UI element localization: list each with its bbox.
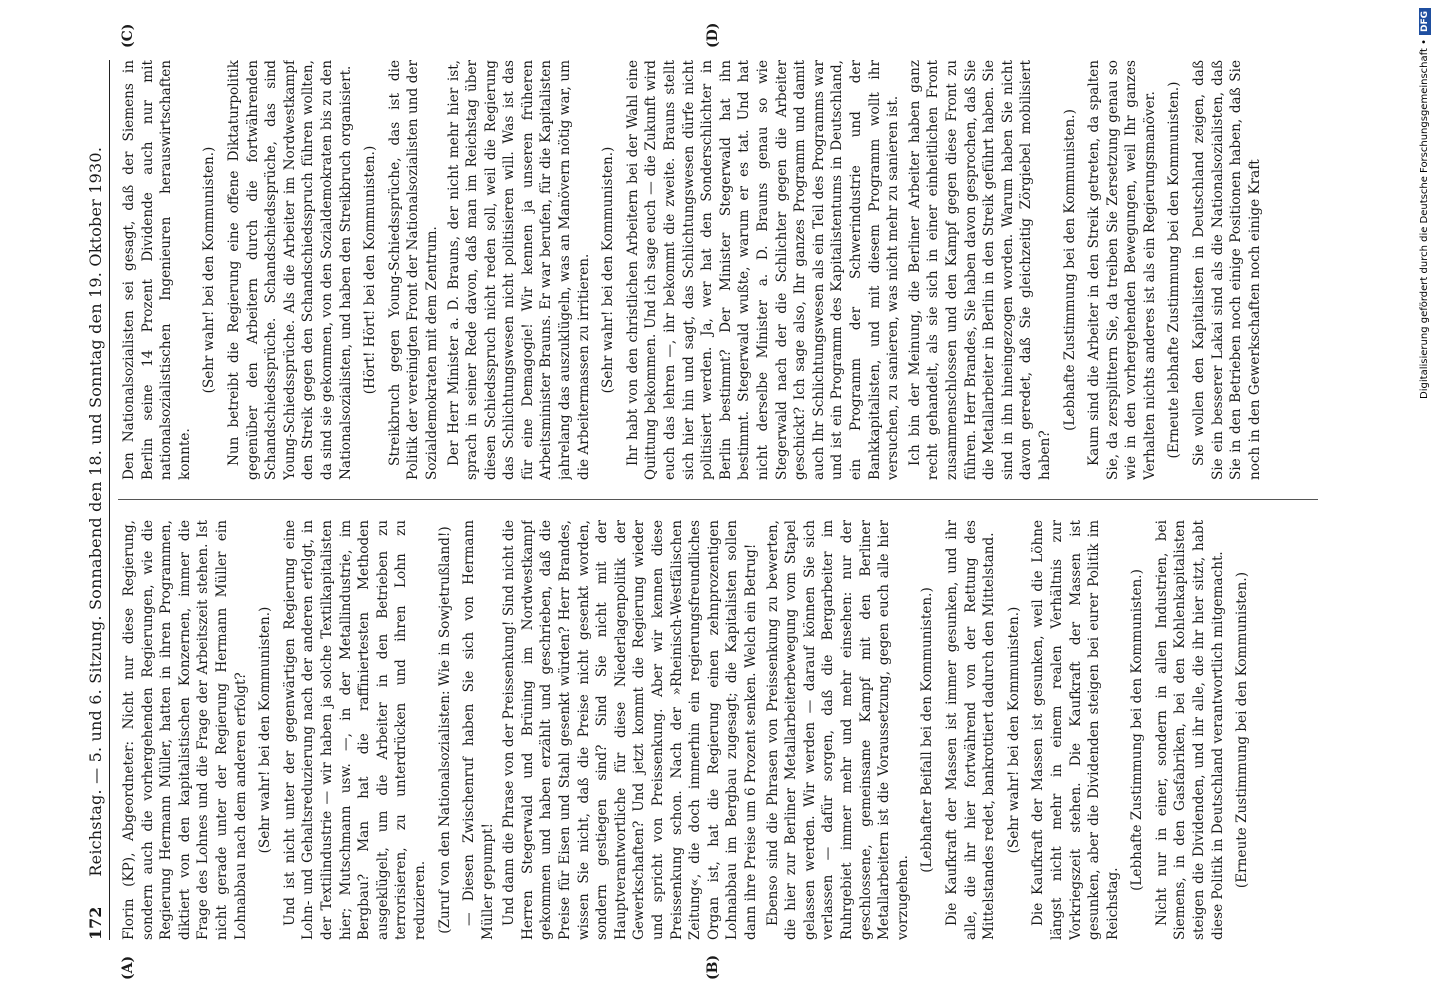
speech-paragraph: — Diesen Zwischenruf haben Sie sich von Hermann Müller gepumpt!: [461, 520, 496, 940]
margin-letter-a: (A): [120, 955, 136, 980]
rotated-document-page: [70, 22, 1350, 980]
speech-paragraph: Nicht nur in einer, sondern in allen Industrien, bei Siemens, in den Gasfabriken, bei den Kohlenkapitalisten steigen die Dividenden, und ihr alle, die ihr hier sitzt, habt diese Politik in Deutschland verantwortlich mitgemacht.: [1153, 520, 1226, 940]
dfg-logo-badge: DFG: [1419, 8, 1431, 35]
interjection-paragraph: (Sehr wahr! bei den Kommunisten.): [257, 606, 274, 854]
margin-letter-b: (B): [705, 954, 721, 980]
page-header: [70, 60, 110, 940]
right-text-column: [120, 60, 1330, 480]
speech-paragraph: Ebenso sind die Phrasen von Preissenkung zu bewerten, die hier zur Berliner Metallarbeiterbewegung vom Stapel gelassen werden. Wir werden — darauf können Sie sich verlassen — dafür sorgen, daß die Bergarbeiter im Ruhrgebiet immer mehr und mehr einsehen: nur der geschlossene, gemeinsame Kampf mit den Berliner Metallarbeitern ist die Voraussetzung, gegen euch alle hier vorzugehen.: [764, 520, 911, 940]
credit-text: Digitalisierung gefördert durch die Deutsche Forschungsgemeinschaft •: [1419, 39, 1430, 399]
speech-paragraph: Ihr habt von den christlichen Arbeitern bei der Wahl eine Quittung bekommen. Und ich sage euch — die Zukunft wird euch das lehren —, ihr bekommt die zweite. Brauns stellt sich hier hin und sagt, das Schlichtungswesen dürfe nicht politisiert werden. Ja, wer hat den Sonderschlichter in Berlin bestimmt? Der Minister Stegerwald hat ihn bestimmt. Stegerwald wußte, warum er es tat. Und hat nicht derselbe Minister a. D. Brauns genau so wie Stegerwald nach der die Schlichter gegen die Arbeiter geschickt? Ich sage also, Ihr ganzes Programm und damit auch Ihr Schlichtungswesen als ein Teil des Programms war und ist ein Programm des Kapitalistentums in Deutschland, ein Programm der Schwerindustrie und der Bankkapitalisten, und mit diesem Programm wollt ihr versuchen, zu sanieren, was nicht mehr zu sanieren ist.: [624, 60, 902, 480]
interjection-paragraph: (Zuruf von den Nationalsozialisten: Wie in Sowjetrußland!): [436, 526, 453, 934]
speech-paragraph: Nun betreibt die Regierung eine offene Diktaturpolitik gegenüber den Arbeitern durch die fortwährenden Schandschiedssprüche. Schandschiedssprüche, das sind Young-Schiedssprüche. Als die Arbeiter im Nordwestkampf den Streik gegen den Schandschiedsspruch führen wollten, da sind sie gekommen, von den Sozialdemokraten bis zu den Nationalsozialisten, und haben den Streikbruch organisiert.: [225, 60, 354, 480]
speech-paragraph: Der Herr Minister a. D. Brauns, der nicht mehr hier ist, sprach in seiner Rede davon, daß man im Reichstag über diesen Schiedsspruch nicht reden soll, weil die Regierung das Schlichtungswesen nicht politisieren will. Was ist das für eine Demagogie! Wir kennen ja unseren früheren Arbeitsminister Brauns. Er war berufen, für die Kapitalisten jahrelang das auszuklügeln, was an Manövern nötig war, um die Arbeitermassen zu irritieren.: [445, 60, 592, 480]
speech-paragraph: Sie wollen den Kapitalisten in Deutschland zeigen, daß Sie ein besserer Lakai sind als die Nationalsozialisten, daß Sie in den Betrieben noch einige Positionen haben, daß Sie noch in den Gewerkschaften noch einige Kraft: [1191, 60, 1263, 480]
speech-paragraph: Den Nationalsozialisten sei gesagt, daß der Siemens in Berlin seine 14 Prozent Dividende auch nur mit nationalsozialistischen Ingenieuren herauswirtschaften konnte.: [121, 60, 193, 480]
interjection-paragraph: (Erneute lebhafte Zustimmung bei den Kommunisten.): [1166, 81, 1183, 459]
speech-paragraph: Ich bin der Meinung, die Berliner Arbeiter haben ganz recht gehandelt, als sie sich in einer einheitlichen Front zusammenschlossen und den Kampf gegen diese Front zu führen. Herr Brandes, Sie haben davon gesprochen, daß Sie die Metallarbeiter in Berlin in den Streik geführt haben. Sie sind in ihn hineingezogen worden. Warum haben Sie nicht davon geredet, daß Sie gleichzeitig Zörgiebel mobilisiert haben?: [906, 60, 1053, 480]
speech-paragraph: Streikbruch gegen Young-Schiedssprüche, das ist die Politik der vereinigten Front der Nationalsozialisten und der Sozialdemokraten mit dem Zentrum.: [386, 60, 440, 480]
interjection-paragraph: (Sehr wahr! bei den Kommunisten.): [1005, 606, 1022, 854]
margin-letter-d: (D): [705, 22, 721, 48]
page-number: 172: [86, 906, 105, 940]
speech-paragraph: Die Kaufkraft der Massen ist immer gesunken, und ihr alle, die ihr hier fortwährend von der Rettung des Mittelstandes redet, bankrottiert dadurch den Mittelstand.: [943, 520, 998, 940]
speech-paragraph: Und dann die Phrase von der Preissenkung! Sind nicht die Herren Stegerwald und Brüning im Nordwestkampf gekommen und haben erzählt und geschrieben, daß die Preise für Eisen und Stahl gesenkt würden? Herr Brandes, wissen Sie nicht, daß die Preise nicht gesenkt worden, sondern gestiegen sind? Sind Sie nicht mit der Hauptverantwortliche für diese Niederlagenpolitik der Gewerkschaften? Und jetzt kommt die Regierung wieder und spricht von Preissenkung. Aber wir kennen diese Preissenkung schon. Nach der »Rheinisch-Westfälischen Zeitung«, die doch immerhin ein regierungsfreundliches Organ ist, hat die Regierung einen zehnprozentigen Lohnabbau im Bergbau zugesagt; die Kapitalisten sollen dann ihre Preise um 6 Prozent senken. Welch ein Betrug!: [501, 520, 759, 940]
left-text-column: [120, 520, 1330, 940]
interjection-paragraph: (Sehr wahr! bei den Kommunisten.): [600, 146, 617, 394]
interjection-paragraph: (Lebhafte Zustimmung bei den Kommunisten.): [1129, 569, 1146, 891]
speech-paragraph: Und ist nicht unter der gegenwärtigen Regierung eine Lohn- und Gehaltsreduzierung nach der anderen erfolgt, in der Textilindustrie — wir haben ja solche Textilkapitalisten hier; Mutschmann usw. —, in der Metallindustrie, im Bergbau? Man hat die raffiniertesten Methoden ausgeklügelt, um die Arbeiter in den Betrieben zu terrorisieren, zu unterdrücken und ihren Lohn zu reduzieren.: [281, 520, 428, 940]
page-header-title: Reichstag. — 5. und 6. Sitzung. Sonnabend den 18. und Sonntag den 19. Oktober 1930.: [86, 146, 105, 877]
interjection-paragraph: (Erneute Zustimmung bei den Kommunisten.): [1234, 571, 1251, 889]
margin-letter-c: (C): [120, 23, 136, 48]
dfg-credit-line: [1418, 8, 1432, 992]
interjection-paragraph: (Hört! Hört! bei den Kommunisten.): [362, 145, 379, 395]
speech-paragraph: Die Kaufkraft der Massen ist gesunken, weil die Löhne längst nicht mehr in einem realen Verhältnis zur Vorkriegszeit stehen. Die Kaufkraft der Massen ist gesunken, aber die Dividenden steigen bei eurer Politik im Reichstag.: [1030, 520, 1121, 940]
interjection-paragraph: (Sehr wahr! bei den Kommunisten.): [201, 146, 218, 394]
interjection-paragraph: (Lebhafte Zustimmung bei den Kommunisten.): [1061, 109, 1078, 431]
speech-paragraph: Florin (KP), Abgeordneter: Nicht nur diese Regierung, sondern auch die vorhergehenden Regierungen, wie die Regierung Hermann Müller, hatten in ihren Programmen, diktiert von den kapitalistischen Konzernen, immer die Frage des Lohnes und die Frage der Arbeitszeit stehen. Ist nicht gerade unter der Regierung Hermann Müller ein Lohnabbau nach dem anderen erfolgt?: [121, 520, 249, 940]
column-divider: [118, 499, 1318, 500]
interjection-paragraph: (Lebhafter Beifall bei den Kommunisten.): [919, 587, 936, 873]
speech-paragraph: Kaum sind die Arbeiter in den Streik getreten, da spalten Sie, da zersplittern Sie, da treiben Sie Zersetzung genau so wie in den vorhergehenden Bewegungen, weil Ihr ganzes Verhalten nichts anderes ist als ein Regierungsmanöver.: [1086, 60, 1158, 480]
